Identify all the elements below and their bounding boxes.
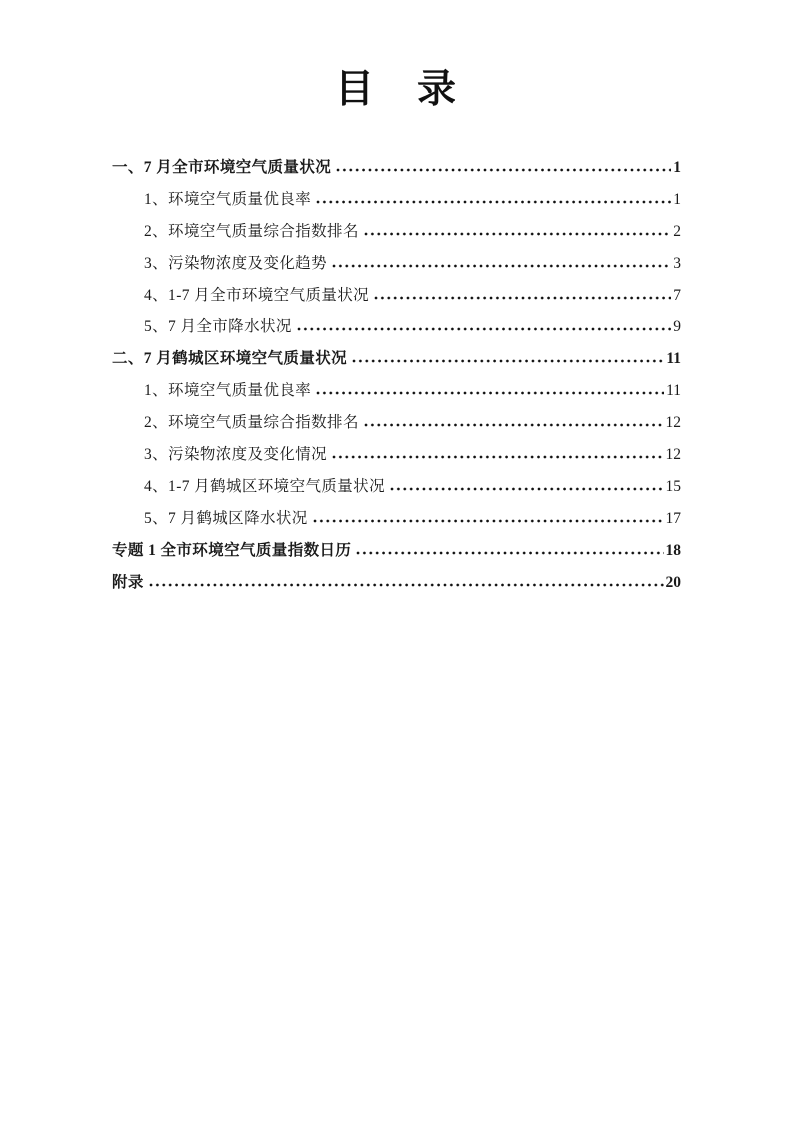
toc-entry-label: 5、7 月鹤城区降水状况 [144, 509, 308, 527]
toc-page-number: 11 [666, 350, 681, 368]
toc-leader-dots [316, 200, 671, 204]
toc-leader-dots [336, 168, 671, 172]
toc-page-number: 15 [665, 477, 681, 495]
toc-title: 目 录 [334, 68, 458, 111]
toc-entry[interactable] [112, 280, 681, 312]
toc-leader-dots [374, 296, 671, 300]
toc-entry[interactable] [112, 535, 681, 567]
toc-entry-label: 二、7 月鹤城区环境空气质量状况 [112, 350, 348, 368]
toc-entry-label: 3、污染物浓度及变化趋势 [144, 254, 328, 272]
table-of-contents [112, 152, 681, 598]
toc-page-number: 12 [665, 446, 681, 464]
toc-page-number: 1 [673, 159, 681, 176]
toc-page-number: 18 [665, 541, 681, 559]
toc-entry[interactable] [112, 216, 681, 248]
toc-entry[interactable] [112, 152, 681, 184]
toc-leader-dots [364, 232, 671, 236]
toc-entry[interactable] [112, 375, 681, 407]
toc-entry[interactable] [112, 439, 681, 471]
toc-entry-label: 2、环境空气质量综合指数排名 [144, 414, 359, 432]
toc-leader-dots [364, 423, 664, 427]
toc-entry[interactable] [112, 503, 681, 535]
toc-entry[interactable] [112, 567, 681, 599]
toc-leader-dots [313, 519, 664, 523]
toc-page-number: 2 [673, 222, 681, 240]
toc-page-number: 1 [673, 190, 681, 208]
toc-entry[interactable] [112, 184, 681, 216]
toc-entry-label: 专题 1 全市环境空气质量指数日历 [112, 541, 352, 559]
toc-leader-dots [149, 583, 664, 587]
toc-page-number: 9 [673, 318, 681, 336]
toc-entry[interactable] [112, 248, 681, 280]
toc-entry-label: 1、环境空气质量优良率 [144, 382, 312, 400]
toc-page-number: 17 [665, 509, 681, 527]
toc-entry-label: 4、1-7 月鹤城区环境空气质量状况 [144, 477, 385, 495]
toc-page-number: 7 [673, 286, 681, 304]
toc-entry[interactable] [112, 471, 681, 503]
toc-page-number: 12 [665, 414, 681, 432]
toc-entry[interactable] [112, 407, 681, 439]
toc-leader-dots [352, 359, 664, 363]
toc-entry-label: 3、污染物浓度及变化情况 [144, 446, 328, 464]
toc-page-number: 11 [666, 382, 681, 400]
toc-leader-dots [332, 264, 671, 268]
toc-page-number: 20 [665, 573, 681, 591]
toc-entry[interactable] [112, 311, 681, 343]
toc-entry-label: 一、7 月全市环境空气质量状况 [112, 159, 332, 176]
toc-leader-dots [316, 391, 664, 395]
toc-entry-label: 附录 [112, 573, 144, 591]
toc-leader-dots [332, 455, 663, 459]
toc-leader-dots [356, 551, 663, 555]
toc-entry[interactable] [112, 343, 681, 375]
toc-entry-label: 1、环境空气质量优良率 [144, 190, 312, 208]
toc-page-number: 3 [673, 254, 681, 272]
toc-entry-label: 5、7 月全市降水状况 [144, 318, 292, 336]
toc-leader-dots [297, 327, 671, 331]
toc-leader-dots [390, 487, 664, 491]
toc-entry-label: 2、环境空气质量综合指数排名 [144, 222, 359, 240]
toc-entry-label: 4、1-7 月全市环境空气质量状况 [144, 286, 370, 304]
